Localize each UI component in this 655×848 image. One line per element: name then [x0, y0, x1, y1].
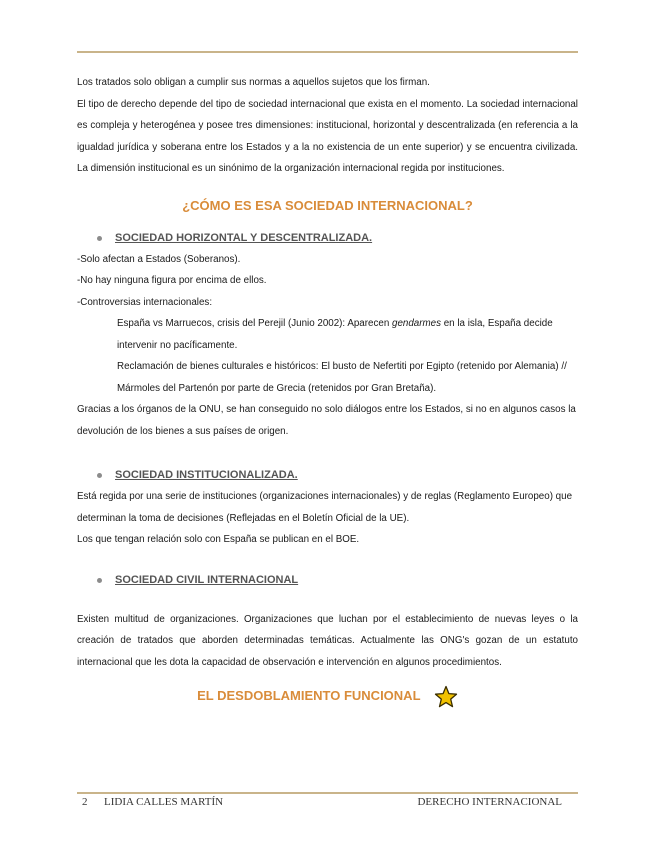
paragraph-2: El tipo de derecho depende del tipo de sociedad internacional que exista en el momento. La sociedad internacional es compleja y heterogénea y posee tres dimensiones: institucional, horizontal y descentralizada (en referencia a la igualdad jurídica y soberana entre los Estados y a la no existencia de un ente superior) y se encuentra civilizada. La dimensión institucional es un sinónimo de la organización internacional regida por instituciones. [77, 98, 578, 174]
next-section-heading-text: EL DESDOBLAMIENTO FUNCIONAL [197, 688, 421, 703]
page-number: 2 [82, 796, 88, 808]
page-content [77, 72, 578, 711]
next-section-heading [77, 681, 578, 711]
institucional-line-2: Los que tengan relación solo con España se publican en el BOE. [77, 534, 360, 545]
section-title: ¿CÓMO ES ESA SOCIEDAD INTERNACIONAL? [182, 197, 473, 213]
example-perejil-em: gendarmes [392, 318, 442, 329]
heading-horizontal-text: SOCIEDAD HORIZONTAL Y DESCENTRALIZADA. [115, 231, 373, 244]
heading-civil-text: SOCIEDAD CIVIL INTERNACIONAL [115, 573, 299, 586]
footer-author: LIDIA CALLES MARTÍN [104, 796, 224, 808]
civil-paragraph: Existen multitud de organizaciones. Organizaciones que luchan por el establecimiento de nuevas leyes o la creación de tratados que aborden determinadas temáticas. Actualmente las ONG's gozan de un estatuto internacional que les dota la capacidad de observación e intervención en algunos procedimientos. [77, 613, 578, 668]
horizontal-closing: Gracias a los órganos de la ONU, se han conseguido no solo diálogos entre los Estados, si no en algunos casos la devolución de los bienes a sus países de origen. [77, 404, 576, 437]
footer-subject: DERECHO INTERNACIONAL [417, 796, 562, 808]
horizontal-line-1: -Solo afectan a Estados (Soberanos). [77, 253, 241, 265]
example-bienes: Reclamación de bienes culturales e históricos: El busto de Nefertiti por Egipto (retenido por Alemania) // Mármoles del Partenón por parte de Grecia (retenidos por Gran Bretaña). [117, 361, 567, 394]
bullet-icon [97, 473, 102, 478]
heading-horizontal [77, 227, 578, 249]
horizontal-line-3: -Controversias internacionales: [77, 296, 213, 308]
example-perejil-b: en la isla, España decide intervenir no pacíficamente. [117, 318, 553, 351]
institucional-line-1: Está regida por una serie de instituciones (organizaciones internacionales) y de reglas (Reglamento Europeo) que determinan la toma de decisiones (Reflejadas en el Boletín Oficial de la UE). [77, 491, 573, 524]
bullet-icon [97, 236, 102, 241]
heading-institucional [77, 464, 578, 486]
footer-rule [77, 792, 578, 794]
heading-institucional-text: SOCIEDAD INSTITUCIONALIZADA. [115, 469, 298, 481]
horizontal-line-2: -No hay ninguna figura por encima de ellos. [77, 275, 267, 286]
example-perejil [77, 313, 578, 356]
paragraph-1: Los tratados solo obligan a cumplir sus normas a aquellos sujetos que los firman. [77, 77, 430, 88]
header-rule [77, 51, 578, 53]
heading-civil [77, 569, 578, 591]
star-icon [434, 685, 458, 709]
example-perejil-a: España vs Marruecos, crisis del Perejil (Junio 2002): Aparecen [117, 318, 392, 329]
bullet-icon [97, 578, 102, 583]
